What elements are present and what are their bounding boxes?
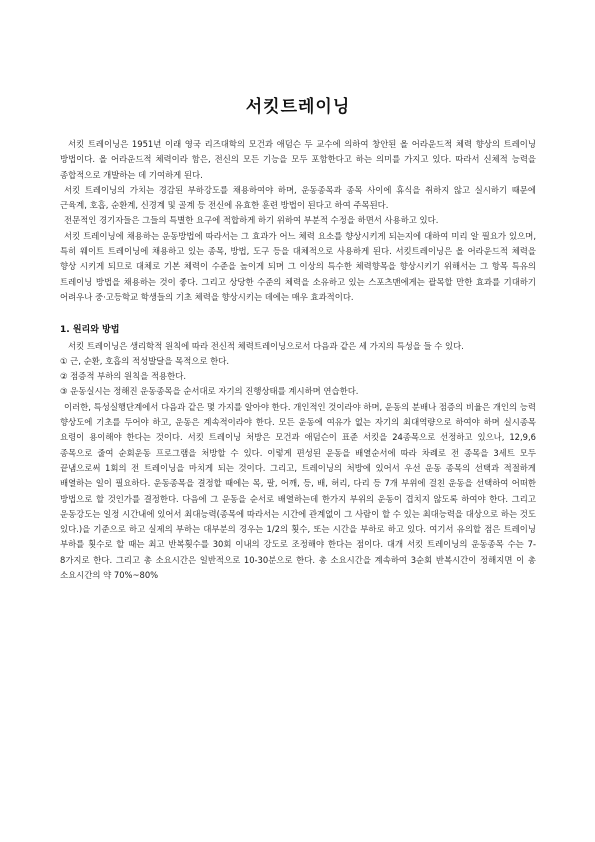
intro-paragraph-1: 서킷 트레이닝은 1951년 이래 영국 리즈대학의 모건과 애덤슨 두 교수에 의하여 창안된 올 어라운드적 체력 향상의 트레이닝 방법이다. 올 어라운드적 체력이라 함은, 전신의 모든 기능을 모두 포함한다고 하는 의미를 가지고 있다. 따라서 신체적 능력을 종합적으로 개발하는 데 기여하게 된다.: [60, 139, 536, 180]
list-item: ② 점증적 부하의 원칙을 적용한다.: [60, 371, 186, 382]
intro-paragraph-2: 서킷 트레이닝의 가치는 경감된 부하강도를 채용하여야 하며, 운동종목과 종목 사이에 휴식을 취하지 않고 실시하기 때문에 근육계, 호흡, 순환계, 신경계 및 골계 등 전신에 유효한 훈련 방법이 된다고 하여 주목된다.: [60, 184, 536, 211]
intro-paragraph-4: 서킷 트레이닝에 채용하는 운동방법에 따라서는 그 효과가 어느 체력 요소를 향상시키게 되는지에 대하여 미리 알 필요가 있으며, 특히 웨이트 트레이닝에 채용하고 있는 종목, 방법, 도구 등을 대체적으로 사용하게 된다. 서킷트레이닝은 올 어라운드적 체력을 향상 시키게 되므로 대체로 기본 체력이 수준을 높이게 되며 그 이상의 특수한 체력향목을 향상시키기 위해서는 그 항목 특유의 트레이닝 방법을 채용하는 것이 좋다. 그리고 상당한 수준의 체력을 소유하고 있는 스포츠맨에게는 괄목할 만한 효과를 기대하기 어려우나 중·고등학교 학생들의 기초 체력을 향상시키는 데에는 매우 효과적이다.: [60, 230, 536, 302]
section-lead: 서킷 트레이닝은 생리학적 원칙에 따라 전신적 체력트레이닝으로서 다음과 같은 세 가지의 특성을 들 수 있다.: [68, 340, 464, 351]
list-item: ① 근, 순환, 호흡의 적성발달을 목적으로 한다.: [60, 355, 230, 366]
list-item: ③ 운동실시는 정해진 운동종목을 순서대로 자기의 진행상태를 계시하며 연습한다.: [60, 386, 359, 397]
section-body: 이러한, 특성실행단계에서 다음과 같은 몇 가지를 알아야 한다. 개인적인 것이라야 하며, 운동의 분배나 점증의 비율은 개인의 능력 향상도에 기초를 두어야 하고, 운동은 계속적이라야 한다. 모든 운동에 여유가 없는 자기의 최대역량으로 하여야 하며 실시종목 요령이 용이해야 한다는 것이다. 서킷 트레이닝 처방은 모건과 애덤슨이 표준 서킷을 24종목으로 선정하고 있으나, 12,9,6 종목으로 줄여 순회운동 프로그램을 처방할 수 있다. 이렇게 편성된 운동을 배열순서에 따라 차례로 전 종목을 3세트 모두 끝냄으로써 1회의 전 트레이닝을 마치게 되는 것이다. 그리고, 트레이닝의 처방에 있어서 우선 운동 종목의 선택과 적절하게 배열하는 일이 필요하다. 운동종목을 결정할 때에는 목, 팔, 어깨, 등, 배, 허리, 다리 등 7개 부위에 걸친 운동을 선택하여 어떠한 방법으로 할 것인가를 결정한다. 다음에 그 운동을 순서로 배열하는데 한가지 부위의 운동이 겹치지 않도록 하여야 한다. 그리고 운동강도는 일정 시간내에 있어서 최대능력(종목에 따라서는 시간에 관계없이 그 사람이 할 수 있는 최대능력을 대상으로 하는 것도 있다.)을 기준으로 하고 실제의 부하는 대부분의 경우는 1/2의 횟수, 또는 시간을 부하로 하고 있다. 여기서 유의할 점은 트레이닝 부하를 횟수로 할 때는 최고 반복횟수를 30회 이내의 강도로 조정해야 한다는 점이다. 대개 서킷 트레이닝의 운동종목 수는 7-8가지로 한다. 그리고 총 소요시간은 일반적으로 10-30분으로 한다. 총 소요시간을 계속하여 3순회 반복시간이 정해지면 이 총 소요시간의 약 70%~80%: [60, 401, 536, 581]
section-title: 1. 원리와 방법: [60, 325, 120, 336]
intro-paragraph-3: 전문적인 경기자들은 그들의 특별한 요구에 적합하게 하기 위하여 부분적 수정을 하면서 사용하고 있다.: [64, 215, 439, 226]
section-spacer: [60, 305, 536, 323]
document-title: 서킷트레이닝: [245, 97, 351, 117]
document-page: [60, 92, 536, 583]
